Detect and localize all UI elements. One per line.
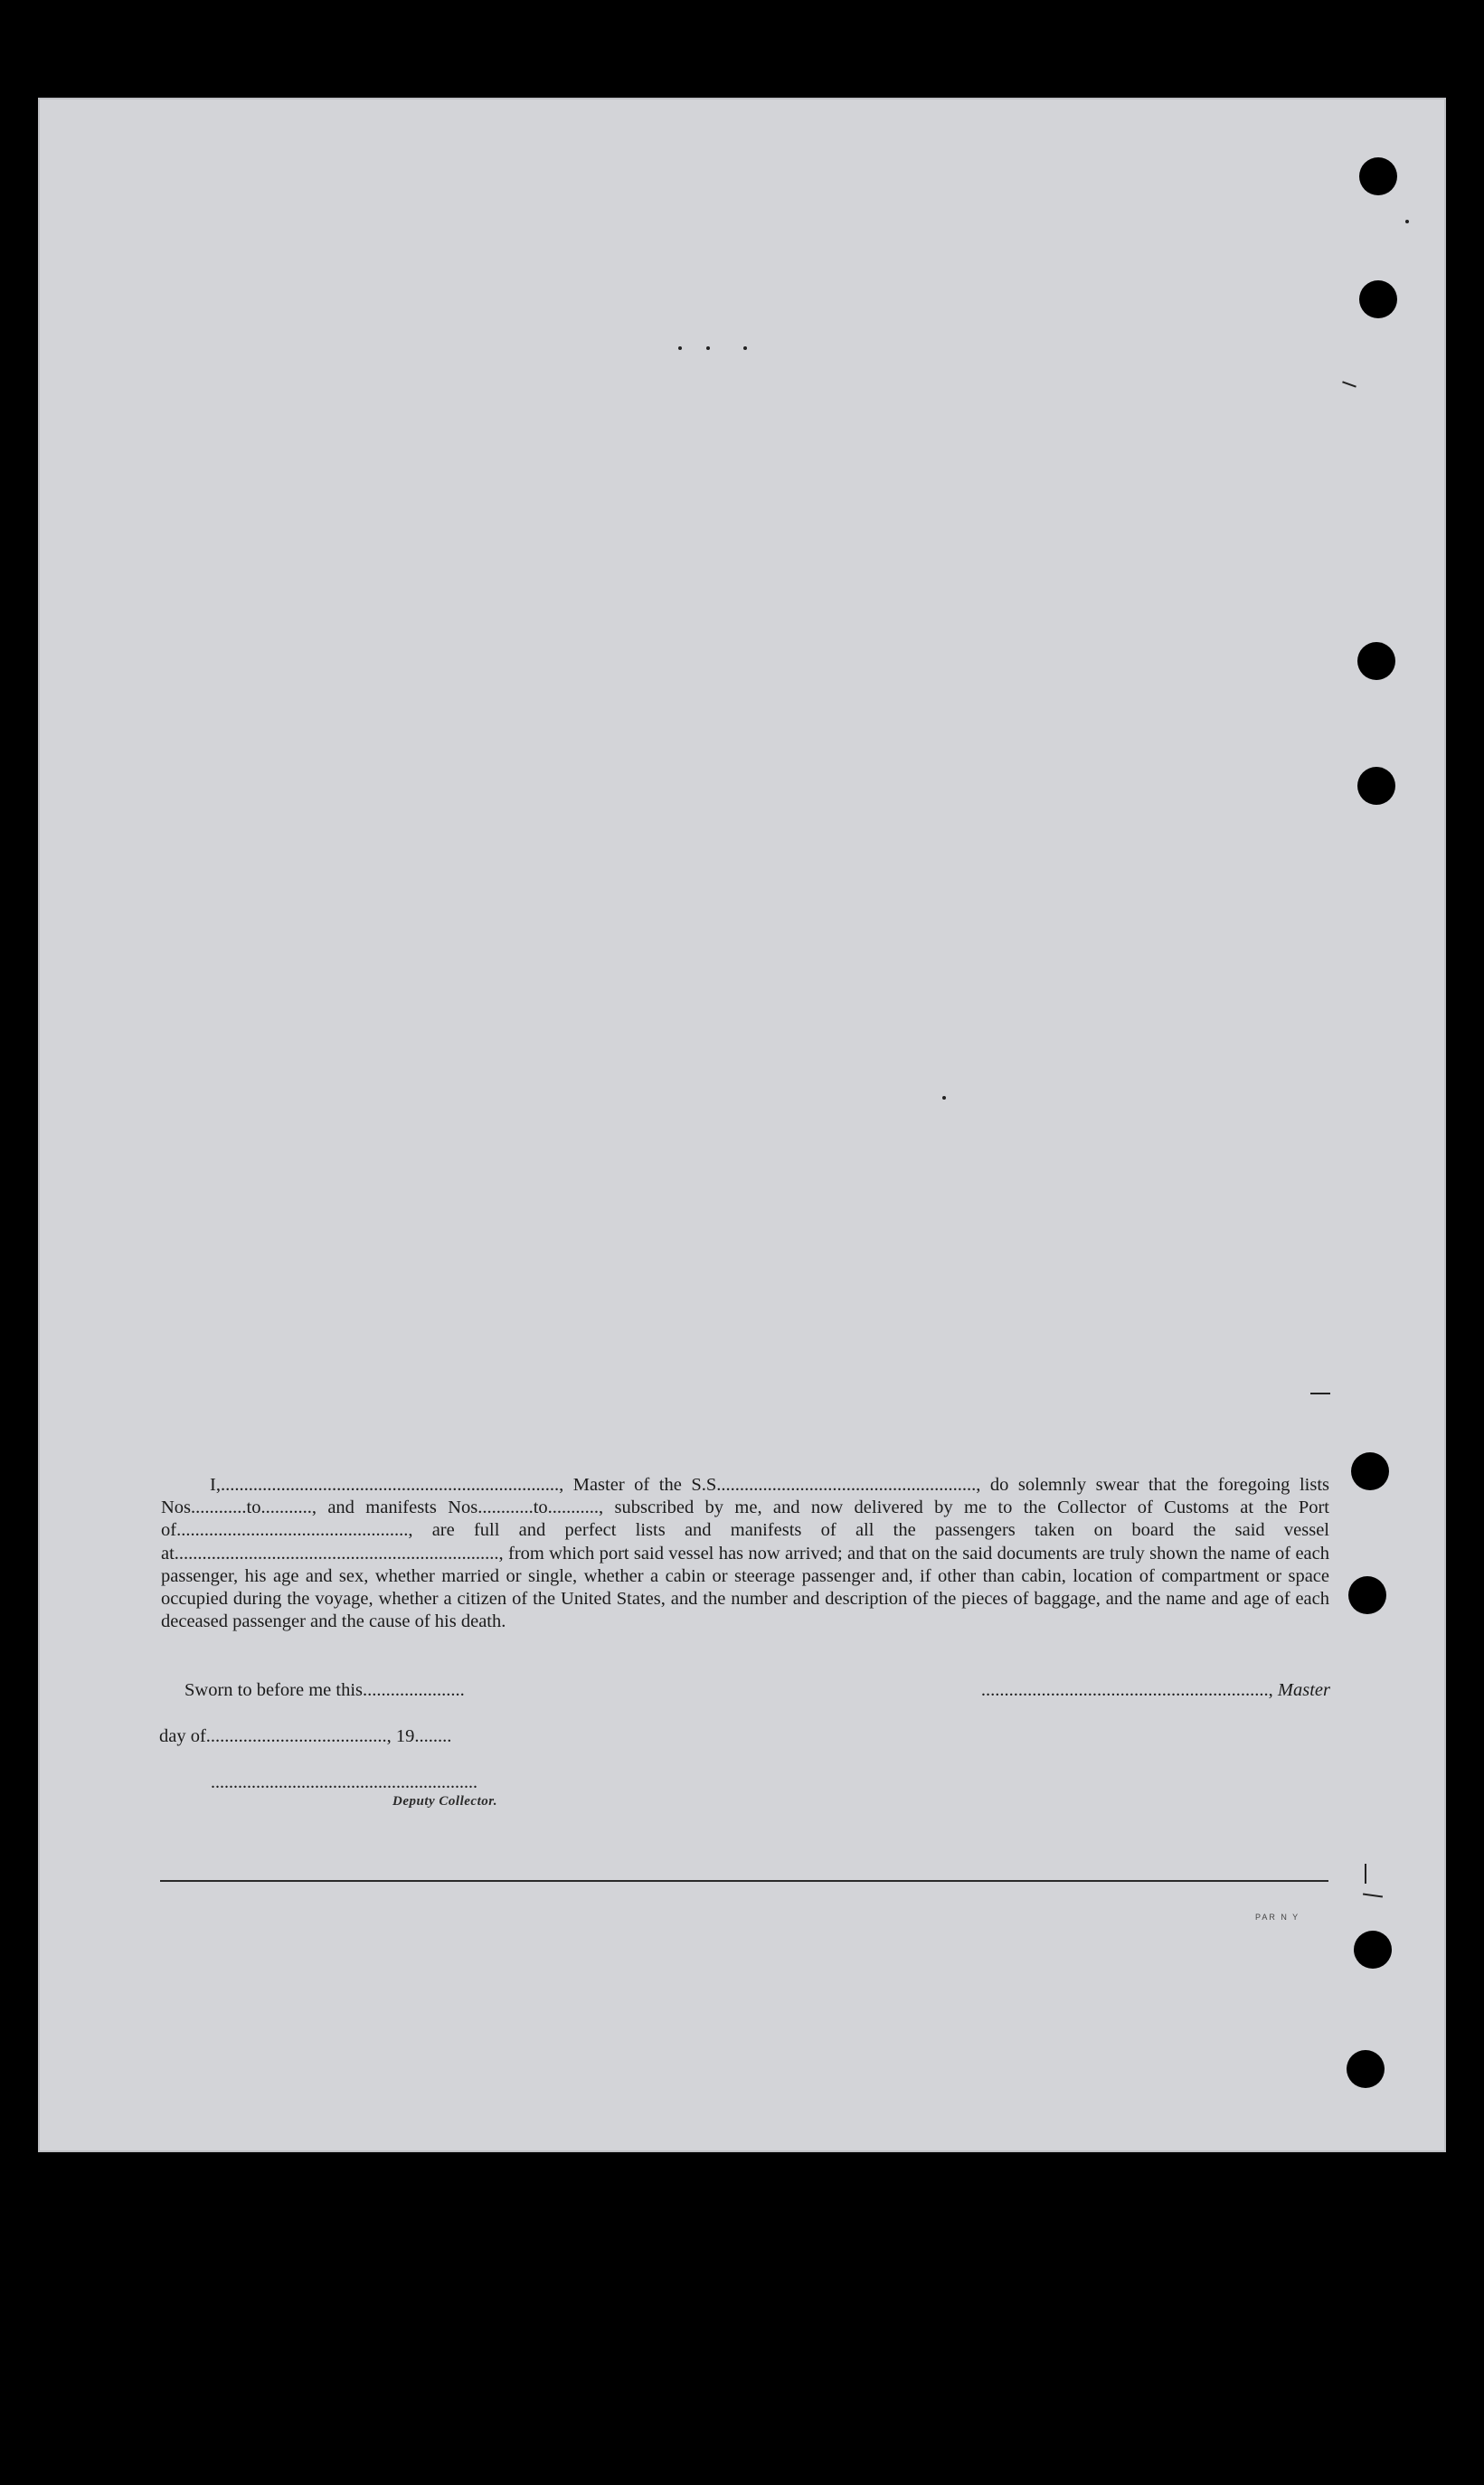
punch-hole bbox=[1359, 157, 1397, 195]
punch-hole bbox=[1357, 767, 1395, 805]
punch-hole bbox=[1354, 1931, 1392, 1969]
oath-text: I,........................................................................., Master of the S.S........................................................, do solemnly swear that the foregoing lists Nos............to..........., and manifests Nos............to..........., subscribed by me, and now delivered by me to the Collector of Customs at the Port of.................................................., are full and perfect lists and manifests of all the passengers taken on board the said vessel at......................................................................, from which port said vessel has now arrived; and that on the said documents are truly shown the name of each passenger, his age and sex, whether married or single, whether a cabin or steerage passenger and, if other than cabin, location of compartment or space occupied during the voyage, whether a citizen of the United States, and the number and description of the pieces of baggage, and the name and age of each deceased passenger and the cause of his death. bbox=[161, 1475, 1329, 1632]
scan-speck bbox=[706, 346, 710, 350]
scan-speck bbox=[1405, 220, 1409, 223]
punch-hole bbox=[1351, 1452, 1389, 1490]
master-signature-label: Master bbox=[1277, 1680, 1330, 1700]
deputy-collector-label: Deputy Collector. bbox=[392, 1794, 497, 1809]
sworn-before-line: Sworn to before me this...................... bbox=[184, 1680, 465, 1700]
horizontal-rule bbox=[160, 1880, 1328, 1882]
document-sheet bbox=[38, 98, 1446, 2152]
scan-speck bbox=[942, 1096, 946, 1100]
punch-hole bbox=[1357, 642, 1395, 680]
deputy-signature-line: ........................................................... bbox=[211, 1772, 477, 1792]
master-signature-line bbox=[981, 1680, 1330, 1701]
punch-hole bbox=[1348, 1576, 1386, 1614]
scan-mark bbox=[1310, 1393, 1330, 1394]
day-date-line: day of......................................., 19........ bbox=[159, 1726, 452, 1746]
scan-speck bbox=[678, 346, 682, 350]
punch-hole bbox=[1359, 280, 1397, 318]
master-signature-dots: .............................................................., bbox=[980, 1680, 1273, 1700]
scan-speck bbox=[743, 346, 747, 350]
scan-mark bbox=[1365, 1864, 1366, 1884]
printer-mark: PAR N Y bbox=[1255, 1913, 1300, 1922]
master-oath-paragraph bbox=[161, 1474, 1329, 1633]
punch-hole bbox=[1347, 2050, 1385, 2088]
